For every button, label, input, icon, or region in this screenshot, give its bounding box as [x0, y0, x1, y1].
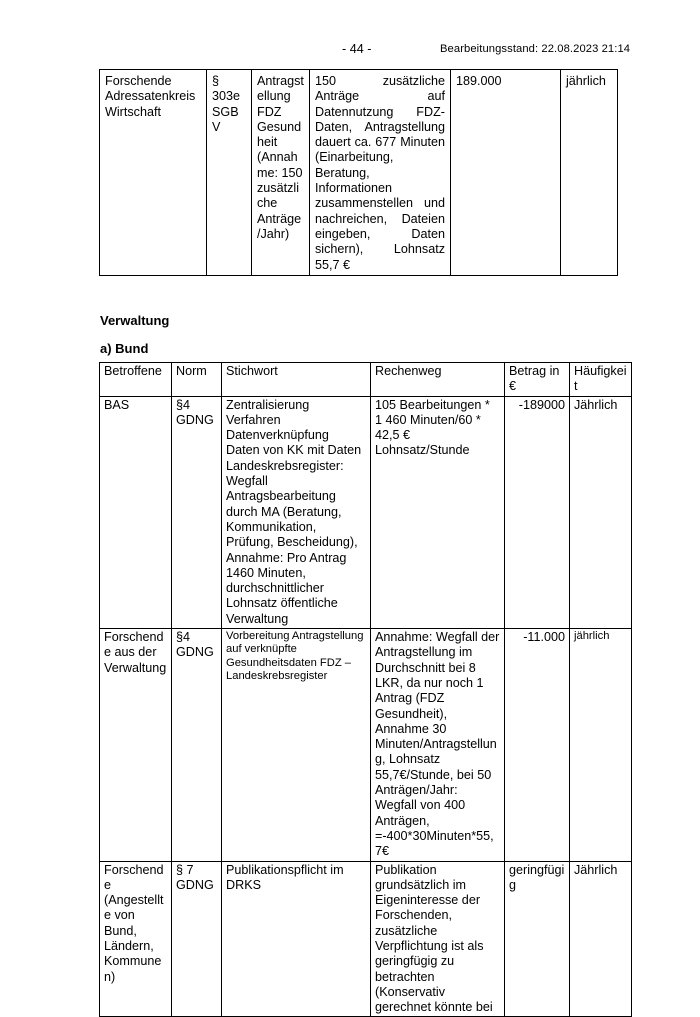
cell-betroffene: Forschende aus der Verwaltung [100, 629, 172, 861]
cell-rechenweg: Publikation grundsätzlich im Eigeninteresse der Forschenden, zusätzliche Verpflichtung ist als geringfügig zu betrachten (Konservativ gerechnet könnte bei [371, 861, 505, 1017]
cell-haeufigkeit: Jährlich [570, 861, 632, 1017]
cell-stichwort: Zentralisierung Verfahren Datenverknüpfung Daten von KK mit Daten Landeskrebsregister: Wegfall Antragsbearbeitung durch MA (Beratung, Kommunikation, Prüfung, Bescheidung), Annahme: Pro Antrag 1460 Minuten, durchschnittlicher Lohnsatz öffentliche Verwaltung [222, 396, 371, 628]
cost-table-continued [99, 69, 618, 276]
cell-betroffene: BAS [100, 396, 172, 628]
table-row [100, 396, 632, 628]
cell-norm: §4 GDNG [172, 629, 222, 861]
cell-betrag: geringfügig [505, 861, 570, 1017]
cell-betrag: -11.000 [505, 629, 570, 861]
cell-rechenweg: 105 Bearbeitungen * 1 460 Minuten/60 * 42,5 € Lohnsatz/Stunde [371, 396, 505, 628]
header-rechenweg: Rechenweg [371, 363, 505, 397]
cell-haeufigkeit: jährlich [561, 70, 618, 276]
header-haeufigkeit: Häufigkeit [570, 363, 632, 397]
header-betroffene: Betroffene [100, 363, 172, 397]
cell-norm: § 7 GDNG [172, 861, 222, 1017]
cell-stichwort: Publikationspflicht im DRKS [222, 861, 371, 1017]
section-title: Verwaltung [100, 313, 170, 328]
cell-stichwort: Antragstellung FDZ Gesundheit (Annahme: 150 zusätzliche Anträge/Jahr) [252, 70, 310, 276]
cell-norm: § 303e SGB V [207, 70, 252, 276]
cell-haeufigkeit: jährlich [570, 629, 632, 861]
cell-rechenweg: Annahme: Wegfall der Antragstellung im Durchschnitt bei 8 LKR, da nur noch 1 Antrag (FDZ Gesundheit), Annahme 30 Minuten/Antragstellung, Lohnsatz 55,7€/Stunde, bei 50 Anträgen/Jahr: Wegfall von 400 Anträgen, =-400*30Minuten*55,7€ [371, 629, 505, 861]
cell-betroffene: Forschende Adressatenkreis Wirtschaft [100, 70, 207, 276]
header-betrag: Betrag in € [505, 363, 570, 397]
table-header-row [100, 363, 632, 397]
cell-betrag: 189.000 [451, 70, 561, 276]
cell-norm: §4 GDNG [172, 396, 222, 628]
cell-betroffene: Forschende (Angestellte von Bund, Ländern, Kommunen) [100, 861, 172, 1017]
table-row [100, 70, 618, 276]
cell-haeufigkeit: Jährlich [570, 396, 632, 628]
page-number: - 44 - [342, 42, 372, 56]
cell-betrag: -189000 [505, 396, 570, 628]
cell-rechenweg: 150 zusätzliche Anträge auf Datennutzung FDZ-Daten, Antragstellung dauert ca. 677 Minuten (Einarbeitung, Beratung, Informationen zusammenstellen und nachreichen, Dateien eingeben, Daten sichern), Lohnsatz 55,7 € [310, 70, 451, 276]
processing-status: Bearbeitungsstand: 22.08.2023 21:14 [440, 43, 631, 55]
cell-stichwort: Vorbereitung Antragstellung auf verknüpfte Gesundheitsdaten FDZ – Landeskrebsregister [222, 629, 371, 861]
cost-table-bund [99, 362, 632, 1017]
table-row [100, 629, 632, 861]
subsection-title: a) Bund [100, 341, 149, 356]
header-norm: Norm [172, 363, 222, 397]
header-stichwort: Stichwort [222, 363, 371, 397]
table-row [100, 861, 632, 1017]
